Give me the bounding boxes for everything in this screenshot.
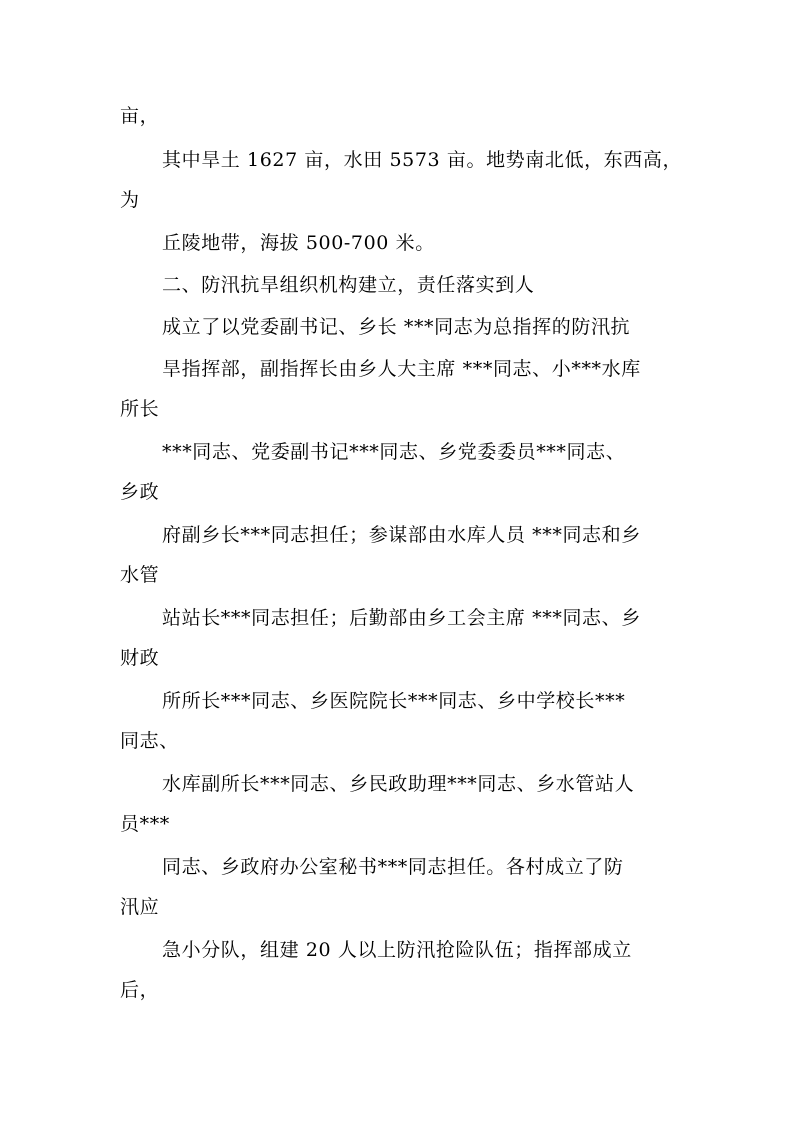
text-line: 同志、 (120, 730, 179, 752)
text-line: 成立了以党委副书记、乡长 ***同志为总指挥的防汛抗 (162, 316, 631, 338)
text-line: 后， (120, 979, 160, 1001)
text-line: 为 (120, 189, 140, 211)
text-line: ***同志、党委副书记***同志、乡党委委员***同志、 (162, 441, 626, 463)
text-line: 员*** (120, 813, 170, 835)
text-line: 急小分队，组建 20 人以上防汛抢险队伍；指挥部成立 (162, 939, 632, 961)
text-line: 汛应 (120, 896, 160, 918)
text-line: 同志、乡政府办公室秘书***同志担任。各村成立了防 (162, 856, 624, 878)
text-line: 水库副所长***同志、乡民政助理***同志、乡水管站人 (162, 773, 635, 795)
text-line: 旱指挥部，副指挥长由乡人大主席 ***同志、小***水库 (162, 358, 641, 380)
text-line: 财政 (120, 647, 160, 669)
text-line: 府副乡长***同志担任；参谋部由水库人员 ***同志和乡 (162, 524, 641, 546)
text-line: 丘陵地带，海拔 500-700 米。 (162, 232, 435, 254)
text-line: 所长 (120, 398, 160, 420)
text-line: 乡政 (120, 481, 160, 503)
text-line: 其中旱土 1627 亩，水田 5573 亩。地势南北低，东西高， (162, 149, 683, 171)
text-line: 亩， (120, 105, 160, 127)
text-line: 所所长***同志、乡医院院长***同志、乡中学校长*** (162, 690, 626, 712)
text-line: 站站长***同志担任；后勤部由乡工会主席 ***同志、乡 (162, 607, 641, 629)
text-line: 水管 (120, 564, 160, 586)
section-heading: 二、防汛抗旱组织机构建立，责任落实到人 (162, 274, 535, 296)
